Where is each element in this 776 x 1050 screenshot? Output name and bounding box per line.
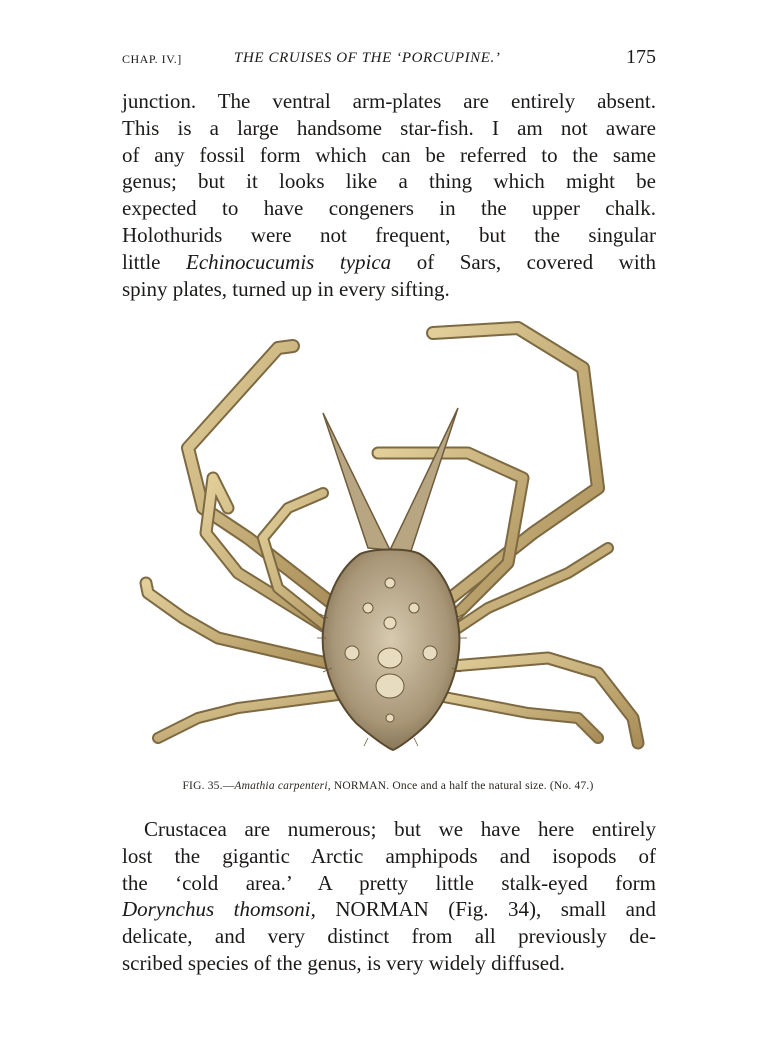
- crab-illustration: [128, 318, 648, 770]
- caption-author: NORMAN.: [333, 780, 390, 792]
- paragraph-starfish: [122, 88, 656, 302]
- text-line: [122, 249, 656, 276]
- text-fragment: of Sars, covered with: [416, 249, 656, 274]
- text-line: spiny plates, turned up in every sifting.: [122, 276, 450, 301]
- caption-scale: Once and a half the natural size. (No. 47.): [392, 780, 594, 792]
- text-line: This is a large handsome star-fish. I am not aware: [122, 115, 656, 140]
- chapter-label: CHAP. IV.]: [122, 52, 182, 66]
- text-line: delicate, and very distinct from all previously de-: [122, 924, 656, 949]
- crab-horns: [323, 408, 458, 554]
- text-line: [122, 896, 656, 923]
- paragraph-crustacea: [122, 816, 656, 977]
- running-head: [122, 48, 656, 70]
- text-line: Crustacea are numerous; but we have here entirely: [144, 817, 656, 841]
- page-number: 175: [626, 46, 656, 68]
- species-name: Dorynchus thomsoni,: [122, 897, 316, 922]
- running-title: THE CRUISES OF THE ‘PORCUPINE.’: [234, 50, 501, 66]
- text-line: of any fossil form which can be referred to the same: [122, 142, 656, 167]
- figure-caption: [128, 780, 648, 792]
- caption-species: Amathia carpenteri,: [234, 780, 331, 792]
- text-line: scribed species of the genus, is very widely diffused.: [122, 950, 565, 975]
- figure-number: FIG. 35.—: [182, 780, 235, 792]
- author-name: NORMAN: [335, 897, 429, 922]
- text-fragment: little: [122, 249, 161, 274]
- text-fragment: (Fig. 34), small and: [448, 897, 656, 922]
- text-line: expected to have congeners in the upper chalk.: [122, 196, 656, 221]
- text-line: the ‘cold area.’ A pretty little stalk-eyed form: [122, 870, 656, 895]
- text-line: Holothurids were not frequent, but the singular: [122, 222, 656, 247]
- text-line: genus; but it looks like a thing which might be: [122, 169, 656, 194]
- text-line: junction. The ventral arm-plates are entirely absent.: [122, 89, 656, 113]
- text-line: lost the gigantic Arctic amphipods and isopods of: [122, 843, 656, 868]
- crab-legs-left: [146, 346, 353, 738]
- species-name: Echinocucumis typica: [186, 249, 392, 274]
